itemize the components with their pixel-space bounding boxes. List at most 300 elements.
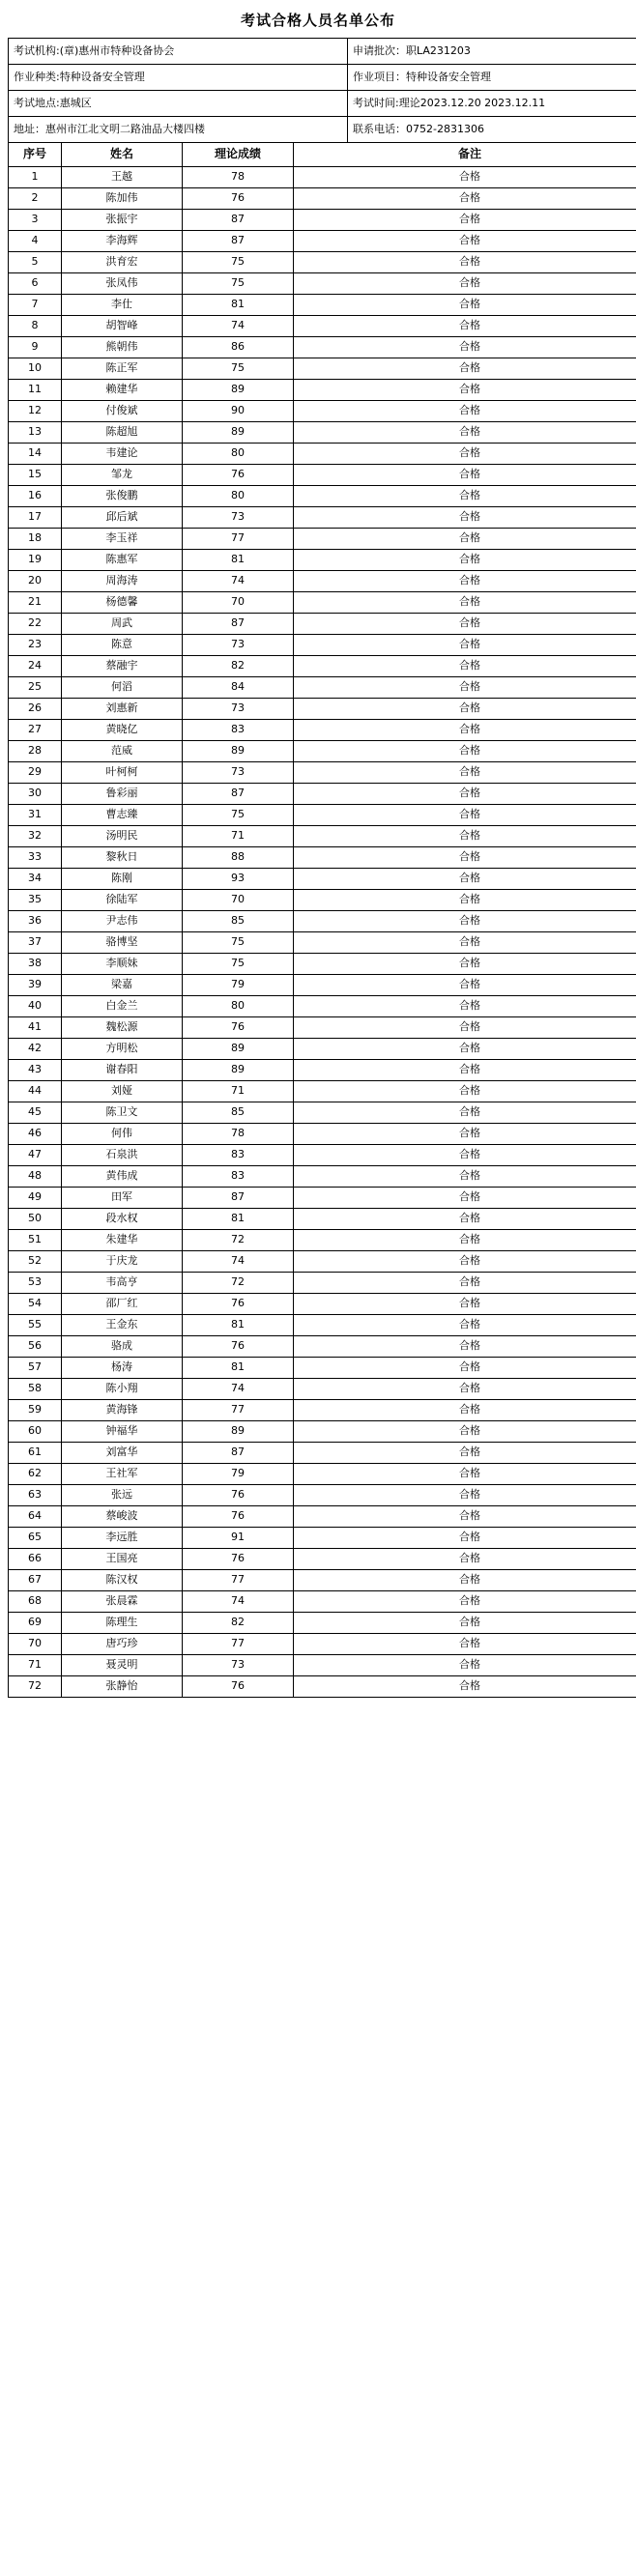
cell-remark: 合格: [294, 486, 636, 507]
cell-index: 48: [9, 1166, 62, 1188]
table-row: [9, 656, 636, 677]
cell-index: 18: [9, 529, 62, 550]
table-row: [9, 486, 636, 507]
cell-index: 46: [9, 1124, 62, 1145]
cell-index: 3: [9, 210, 62, 231]
cell-name: 石泉洪: [62, 1145, 183, 1166]
cell-name: 陈加伟: [62, 188, 183, 210]
cell-index: 47: [9, 1145, 62, 1166]
cell-name: 王金东: [62, 1315, 183, 1336]
cell-score: 74: [183, 571, 294, 592]
cell-index: 27: [9, 720, 62, 741]
cell-remark: 合格: [294, 507, 636, 529]
cell-score: 77: [183, 1634, 294, 1655]
cell-score: 86: [183, 337, 294, 358]
cell-score: 73: [183, 507, 294, 529]
cell-score: 76: [183, 188, 294, 210]
cell-index: 11: [9, 380, 62, 401]
cell-remark: 合格: [294, 550, 636, 571]
cell-name: 方明松: [62, 1039, 183, 1060]
cell-remark: 合格: [294, 1294, 636, 1315]
table-row: [9, 1336, 636, 1358]
cell-index: 7: [9, 295, 62, 316]
cell-name: 张远: [62, 1485, 183, 1506]
cell-name: 骆成: [62, 1336, 183, 1358]
cell-name: 朱建华: [62, 1230, 183, 1251]
cell-score: 89: [183, 1421, 294, 1443]
meta-cell-phone: 联系电话：0752-2831306: [348, 117, 636, 143]
cell-index: 15: [9, 465, 62, 486]
cell-name: 黄伟成: [62, 1166, 183, 1188]
cell-score: 73: [183, 635, 294, 656]
cell-name: 王国亮: [62, 1549, 183, 1570]
page-title: 考试合格人员名单公布: [240, 12, 395, 29]
cell-name: 李海辉: [62, 231, 183, 252]
table-row: [9, 1230, 636, 1251]
cell-name: 蔡峻波: [62, 1506, 183, 1528]
cell-name: 刘惠新: [62, 699, 183, 720]
cell-index: 21: [9, 592, 62, 614]
cell-score: 74: [183, 1251, 294, 1273]
cell-score: 80: [183, 486, 294, 507]
meta-table: [8, 38, 636, 143]
cell-remark: 合格: [294, 1358, 636, 1379]
cell-remark: 合格: [294, 954, 636, 975]
table-row: [9, 741, 636, 762]
cell-remark: 合格: [294, 847, 636, 869]
meta-row: [9, 91, 636, 117]
cell-name: 刘娅: [62, 1081, 183, 1102]
cell-index: 40: [9, 996, 62, 1017]
table-row: [9, 1081, 636, 1102]
cell-score: 77: [183, 1570, 294, 1591]
cell-remark: 合格: [294, 1039, 636, 1060]
table-row: [9, 380, 636, 401]
cell-score: 89: [183, 1060, 294, 1081]
cell-remark: 合格: [294, 167, 636, 188]
cell-index: 72: [9, 1676, 62, 1698]
cell-name: 张俊鹏: [62, 486, 183, 507]
cell-name: 何伟: [62, 1124, 183, 1145]
meta-cell-organization: 考试机构:(章)惠州市特种设备协会: [9, 39, 348, 65]
cell-name: 叶柯柯: [62, 762, 183, 784]
cell-name: 陈惠军: [62, 550, 183, 571]
cell-score: 81: [183, 550, 294, 571]
cell-score: 87: [183, 231, 294, 252]
cell-index: 1: [9, 167, 62, 188]
table-row: [9, 1655, 636, 1676]
cell-score: 73: [183, 699, 294, 720]
cell-score: 76: [183, 1336, 294, 1358]
cell-name: 熊朝伟: [62, 337, 183, 358]
cell-score: 75: [183, 805, 294, 826]
cell-name: 鲁彩丽: [62, 784, 183, 805]
cell-index: 6: [9, 273, 62, 295]
cell-index: 63: [9, 1485, 62, 1506]
cell-score: 89: [183, 741, 294, 762]
cell-remark: 合格: [294, 1124, 636, 1145]
table-row: [9, 1294, 636, 1315]
table-row: [9, 1570, 636, 1591]
cell-name: 骆博坚: [62, 932, 183, 954]
cell-index: 56: [9, 1336, 62, 1358]
cell-index: 34: [9, 869, 62, 890]
cell-name: 洪育宏: [62, 252, 183, 273]
cell-index: 53: [9, 1273, 62, 1294]
cell-remark: 合格: [294, 401, 636, 422]
results-table-head: [9, 143, 636, 167]
cell-remark: 合格: [294, 1421, 636, 1443]
table-row: [9, 422, 636, 444]
cell-remark: 合格: [294, 1634, 636, 1655]
table-row: [9, 1506, 636, 1528]
cell-index: 61: [9, 1443, 62, 1464]
cell-index: 54: [9, 1294, 62, 1315]
cell-remark: 合格: [294, 1336, 636, 1358]
cell-score: 71: [183, 826, 294, 847]
cell-score: 81: [183, 295, 294, 316]
cell-remark: 合格: [294, 252, 636, 273]
cell-remark: 合格: [294, 1166, 636, 1188]
table-row: [9, 847, 636, 869]
cell-name: 张晨霖: [62, 1591, 183, 1613]
cell-name: 陈小翔: [62, 1379, 183, 1400]
cell-remark: 合格: [294, 996, 636, 1017]
meta-row: [9, 39, 636, 65]
cell-name: 陈刚: [62, 869, 183, 890]
cell-index: 17: [9, 507, 62, 529]
cell-score: 76: [183, 1676, 294, 1698]
column-header-score: 理论成绩: [183, 143, 294, 167]
cell-remark: 合格: [294, 295, 636, 316]
cell-score: 85: [183, 911, 294, 932]
cell-score: 87: [183, 1443, 294, 1464]
cell-name: 陈汉权: [62, 1570, 183, 1591]
cell-name: 梁嘉: [62, 975, 183, 996]
cell-index: 33: [9, 847, 62, 869]
cell-remark: 合格: [294, 1464, 636, 1485]
meta-cell-address: 地址：惠州市江北文明二路油品大楼四楼: [9, 117, 348, 143]
cell-index: 69: [9, 1613, 62, 1634]
cell-score: 91: [183, 1528, 294, 1549]
cell-name: 付俊斌: [62, 401, 183, 422]
cell-index: 10: [9, 358, 62, 380]
cell-remark: 合格: [294, 826, 636, 847]
cell-name: 黎秋日: [62, 847, 183, 869]
table-row: [9, 1591, 636, 1613]
table-row: [9, 1124, 636, 1145]
cell-name: 邱后斌: [62, 507, 183, 529]
cell-remark: 合格: [294, 1443, 636, 1464]
cell-name: 田军: [62, 1188, 183, 1209]
table-row: [9, 1209, 636, 1230]
meta-cell-batch: 申请批次：职LA231203: [348, 39, 636, 65]
cell-score: 82: [183, 656, 294, 677]
cell-score: 70: [183, 592, 294, 614]
cell-score: 70: [183, 890, 294, 911]
cell-name: 张凤伟: [62, 273, 183, 295]
cell-index: 16: [9, 486, 62, 507]
cell-index: 52: [9, 1251, 62, 1273]
cell-remark: 合格: [294, 337, 636, 358]
cell-index: 8: [9, 316, 62, 337]
cell-index: 9: [9, 337, 62, 358]
table-row: [9, 1634, 636, 1655]
cell-index: 44: [9, 1081, 62, 1102]
table-row: [9, 1188, 636, 1209]
cell-name: 陈理生: [62, 1613, 183, 1634]
cell-name: 胡智峰: [62, 316, 183, 337]
cell-index: 32: [9, 826, 62, 847]
column-header-index: 序号: [9, 143, 62, 167]
cell-index: 36: [9, 911, 62, 932]
cell-score: 73: [183, 1655, 294, 1676]
table-row: [9, 805, 636, 826]
cell-remark: 合格: [294, 805, 636, 826]
cell-remark: 合格: [294, 422, 636, 444]
cell-remark: 合格: [294, 465, 636, 486]
cell-name: 韦高亨: [62, 1273, 183, 1294]
cell-index: 31: [9, 805, 62, 826]
table-row: [9, 1060, 636, 1081]
cell-name: 范威: [62, 741, 183, 762]
cell-remark: 合格: [294, 188, 636, 210]
table-row: [9, 252, 636, 273]
cell-score: 82: [183, 1613, 294, 1634]
table-row: [9, 1421, 636, 1443]
cell-remark: 合格: [294, 890, 636, 911]
cell-name: 杨涛: [62, 1358, 183, 1379]
cell-remark: 合格: [294, 1209, 636, 1230]
table-row: [9, 1039, 636, 1060]
cell-remark: 合格: [294, 1570, 636, 1591]
table-row: [9, 337, 636, 358]
cell-score: 72: [183, 1230, 294, 1251]
cell-index: 64: [9, 1506, 62, 1528]
cell-remark: 合格: [294, 1102, 636, 1124]
cell-score: 79: [183, 1464, 294, 1485]
cell-score: 81: [183, 1315, 294, 1336]
cell-index: 5: [9, 252, 62, 273]
cell-score: 78: [183, 1124, 294, 1145]
meta-row: [9, 117, 636, 143]
cell-remark: 合格: [294, 231, 636, 252]
table-row: [9, 932, 636, 954]
cell-score: 89: [183, 422, 294, 444]
cell-score: 84: [183, 677, 294, 699]
table-row: [9, 1400, 636, 1421]
cell-index: 45: [9, 1102, 62, 1124]
cell-remark: 合格: [294, 677, 636, 699]
cell-remark: 合格: [294, 1060, 636, 1081]
cell-score: 76: [183, 1506, 294, 1528]
table-row: [9, 167, 636, 188]
cell-remark: 合格: [294, 1613, 636, 1634]
table-row: [9, 1315, 636, 1336]
meta-row: [9, 65, 636, 91]
cell-remark: 合格: [294, 1273, 636, 1294]
cell-index: 26: [9, 699, 62, 720]
cell-remark: 合格: [294, 720, 636, 741]
cell-remark: 合格: [294, 1315, 636, 1336]
table-row: [9, 911, 636, 932]
cell-score: 75: [183, 932, 294, 954]
cell-name: 陈超旭: [62, 422, 183, 444]
cell-remark: 合格: [294, 932, 636, 954]
table-row: [9, 635, 636, 656]
cell-name: 王社军: [62, 1464, 183, 1485]
cell-index: 55: [9, 1315, 62, 1336]
cell-name: 谢春阳: [62, 1060, 183, 1081]
cell-remark: 合格: [294, 1655, 636, 1676]
table-row: [9, 1485, 636, 1506]
cell-index: 51: [9, 1230, 62, 1251]
cell-name: 黄海锋: [62, 1400, 183, 1421]
cell-index: 24: [9, 656, 62, 677]
table-row: [9, 1464, 636, 1485]
cell-name: 尹志伟: [62, 911, 183, 932]
cell-score: 75: [183, 273, 294, 295]
cell-name: 蔡融宇: [62, 656, 183, 677]
cell-remark: 合格: [294, 1081, 636, 1102]
cell-remark: 合格: [294, 1017, 636, 1039]
table-row: [9, 358, 636, 380]
table-row: [9, 975, 636, 996]
cell-name: 杨德馨: [62, 592, 183, 614]
table-row: [9, 677, 636, 699]
cell-index: 39: [9, 975, 62, 996]
cell-name: 何滔: [62, 677, 183, 699]
cell-index: 43: [9, 1060, 62, 1081]
table-row: [9, 273, 636, 295]
cell-index: 13: [9, 422, 62, 444]
cell-score: 83: [183, 720, 294, 741]
table-row: [9, 188, 636, 210]
cell-index: 30: [9, 784, 62, 805]
meta-cell-exam-location: 考试地点:惠城区: [9, 91, 348, 117]
table-row: [9, 592, 636, 614]
cell-remark: 合格: [294, 1676, 636, 1698]
table-row: [9, 316, 636, 337]
cell-index: 20: [9, 571, 62, 592]
cell-name: 陈正军: [62, 358, 183, 380]
table-row: [9, 614, 636, 635]
table-row: [9, 784, 636, 805]
cell-score: 89: [183, 1039, 294, 1060]
cell-score: 74: [183, 1591, 294, 1613]
cell-remark: 合格: [294, 635, 636, 656]
cell-name: 李玉祥: [62, 529, 183, 550]
table-row: [9, 529, 636, 550]
table-row: [9, 295, 636, 316]
cell-score: 87: [183, 784, 294, 805]
meta-cell-work-project: 作业项目：特种设备安全管理: [348, 65, 636, 91]
cell-name: 陈卫文: [62, 1102, 183, 1124]
table-row: [9, 571, 636, 592]
table-row: [9, 762, 636, 784]
cell-score: 79: [183, 975, 294, 996]
cell-name: 于庆龙: [62, 1251, 183, 1273]
cell-remark: 合格: [294, 911, 636, 932]
table-row: [9, 1528, 636, 1549]
cell-score: 75: [183, 358, 294, 380]
cell-remark: 合格: [294, 1379, 636, 1400]
results-table: [8, 142, 636, 1698]
cell-name: 钟福华: [62, 1421, 183, 1443]
cell-index: 71: [9, 1655, 62, 1676]
table-row: [9, 1102, 636, 1124]
table-row: [9, 1145, 636, 1166]
table-row: [9, 1443, 636, 1464]
cell-name: 唐巧珍: [62, 1634, 183, 1655]
cell-index: 57: [9, 1358, 62, 1379]
cell-score: 76: [183, 1485, 294, 1506]
cell-remark: 合格: [294, 656, 636, 677]
table-row: [9, 507, 636, 529]
cell-name: 徐陆军: [62, 890, 183, 911]
cell-remark: 合格: [294, 762, 636, 784]
meta-table-body: [9, 39, 636, 143]
cell-index: 67: [9, 1570, 62, 1591]
meta-cell-work-type: 作业种类:特种设备安全管理: [9, 65, 348, 91]
table-row: [9, 210, 636, 231]
cell-remark: 合格: [294, 699, 636, 720]
table-row: [9, 890, 636, 911]
cell-name: 韦建论: [62, 444, 183, 465]
cell-remark: 合格: [294, 444, 636, 465]
cell-score: 72: [183, 1273, 294, 1294]
cell-score: 76: [183, 1549, 294, 1570]
results-table-body: [9, 167, 636, 1698]
table-row: [9, 231, 636, 252]
cell-name: 李远胜: [62, 1528, 183, 1549]
cell-remark: 合格: [294, 210, 636, 231]
table-row: [9, 444, 636, 465]
cell-score: 81: [183, 1209, 294, 1230]
cell-index: 37: [9, 932, 62, 954]
cell-score: 77: [183, 529, 294, 550]
table-row: [9, 465, 636, 486]
cell-index: 70: [9, 1634, 62, 1655]
cell-index: 68: [9, 1591, 62, 1613]
cell-remark: 合格: [294, 592, 636, 614]
cell-remark: 合格: [294, 1549, 636, 1570]
cell-remark: 合格: [294, 273, 636, 295]
cell-name: 段水权: [62, 1209, 183, 1230]
cell-remark: 合格: [294, 1591, 636, 1613]
cell-score: 76: [183, 465, 294, 486]
cell-score: 90: [183, 401, 294, 422]
cell-name: 周海涛: [62, 571, 183, 592]
cell-name: 李仕: [62, 295, 183, 316]
cell-index: 60: [9, 1421, 62, 1443]
table-row: [9, 826, 636, 847]
cell-score: 76: [183, 1294, 294, 1315]
column-header-remark: 备注: [294, 143, 636, 167]
cell-index: 41: [9, 1017, 62, 1039]
cell-remark: 合格: [294, 380, 636, 401]
cell-remark: 合格: [294, 1251, 636, 1273]
cell-name: 李顺妹: [62, 954, 183, 975]
cell-score: 83: [183, 1166, 294, 1188]
table-row: [9, 954, 636, 975]
cell-index: 62: [9, 1464, 62, 1485]
cell-score: 80: [183, 996, 294, 1017]
cell-score: 89: [183, 380, 294, 401]
cell-index: 14: [9, 444, 62, 465]
cell-name: 白金兰: [62, 996, 183, 1017]
cell-remark: 合格: [294, 741, 636, 762]
